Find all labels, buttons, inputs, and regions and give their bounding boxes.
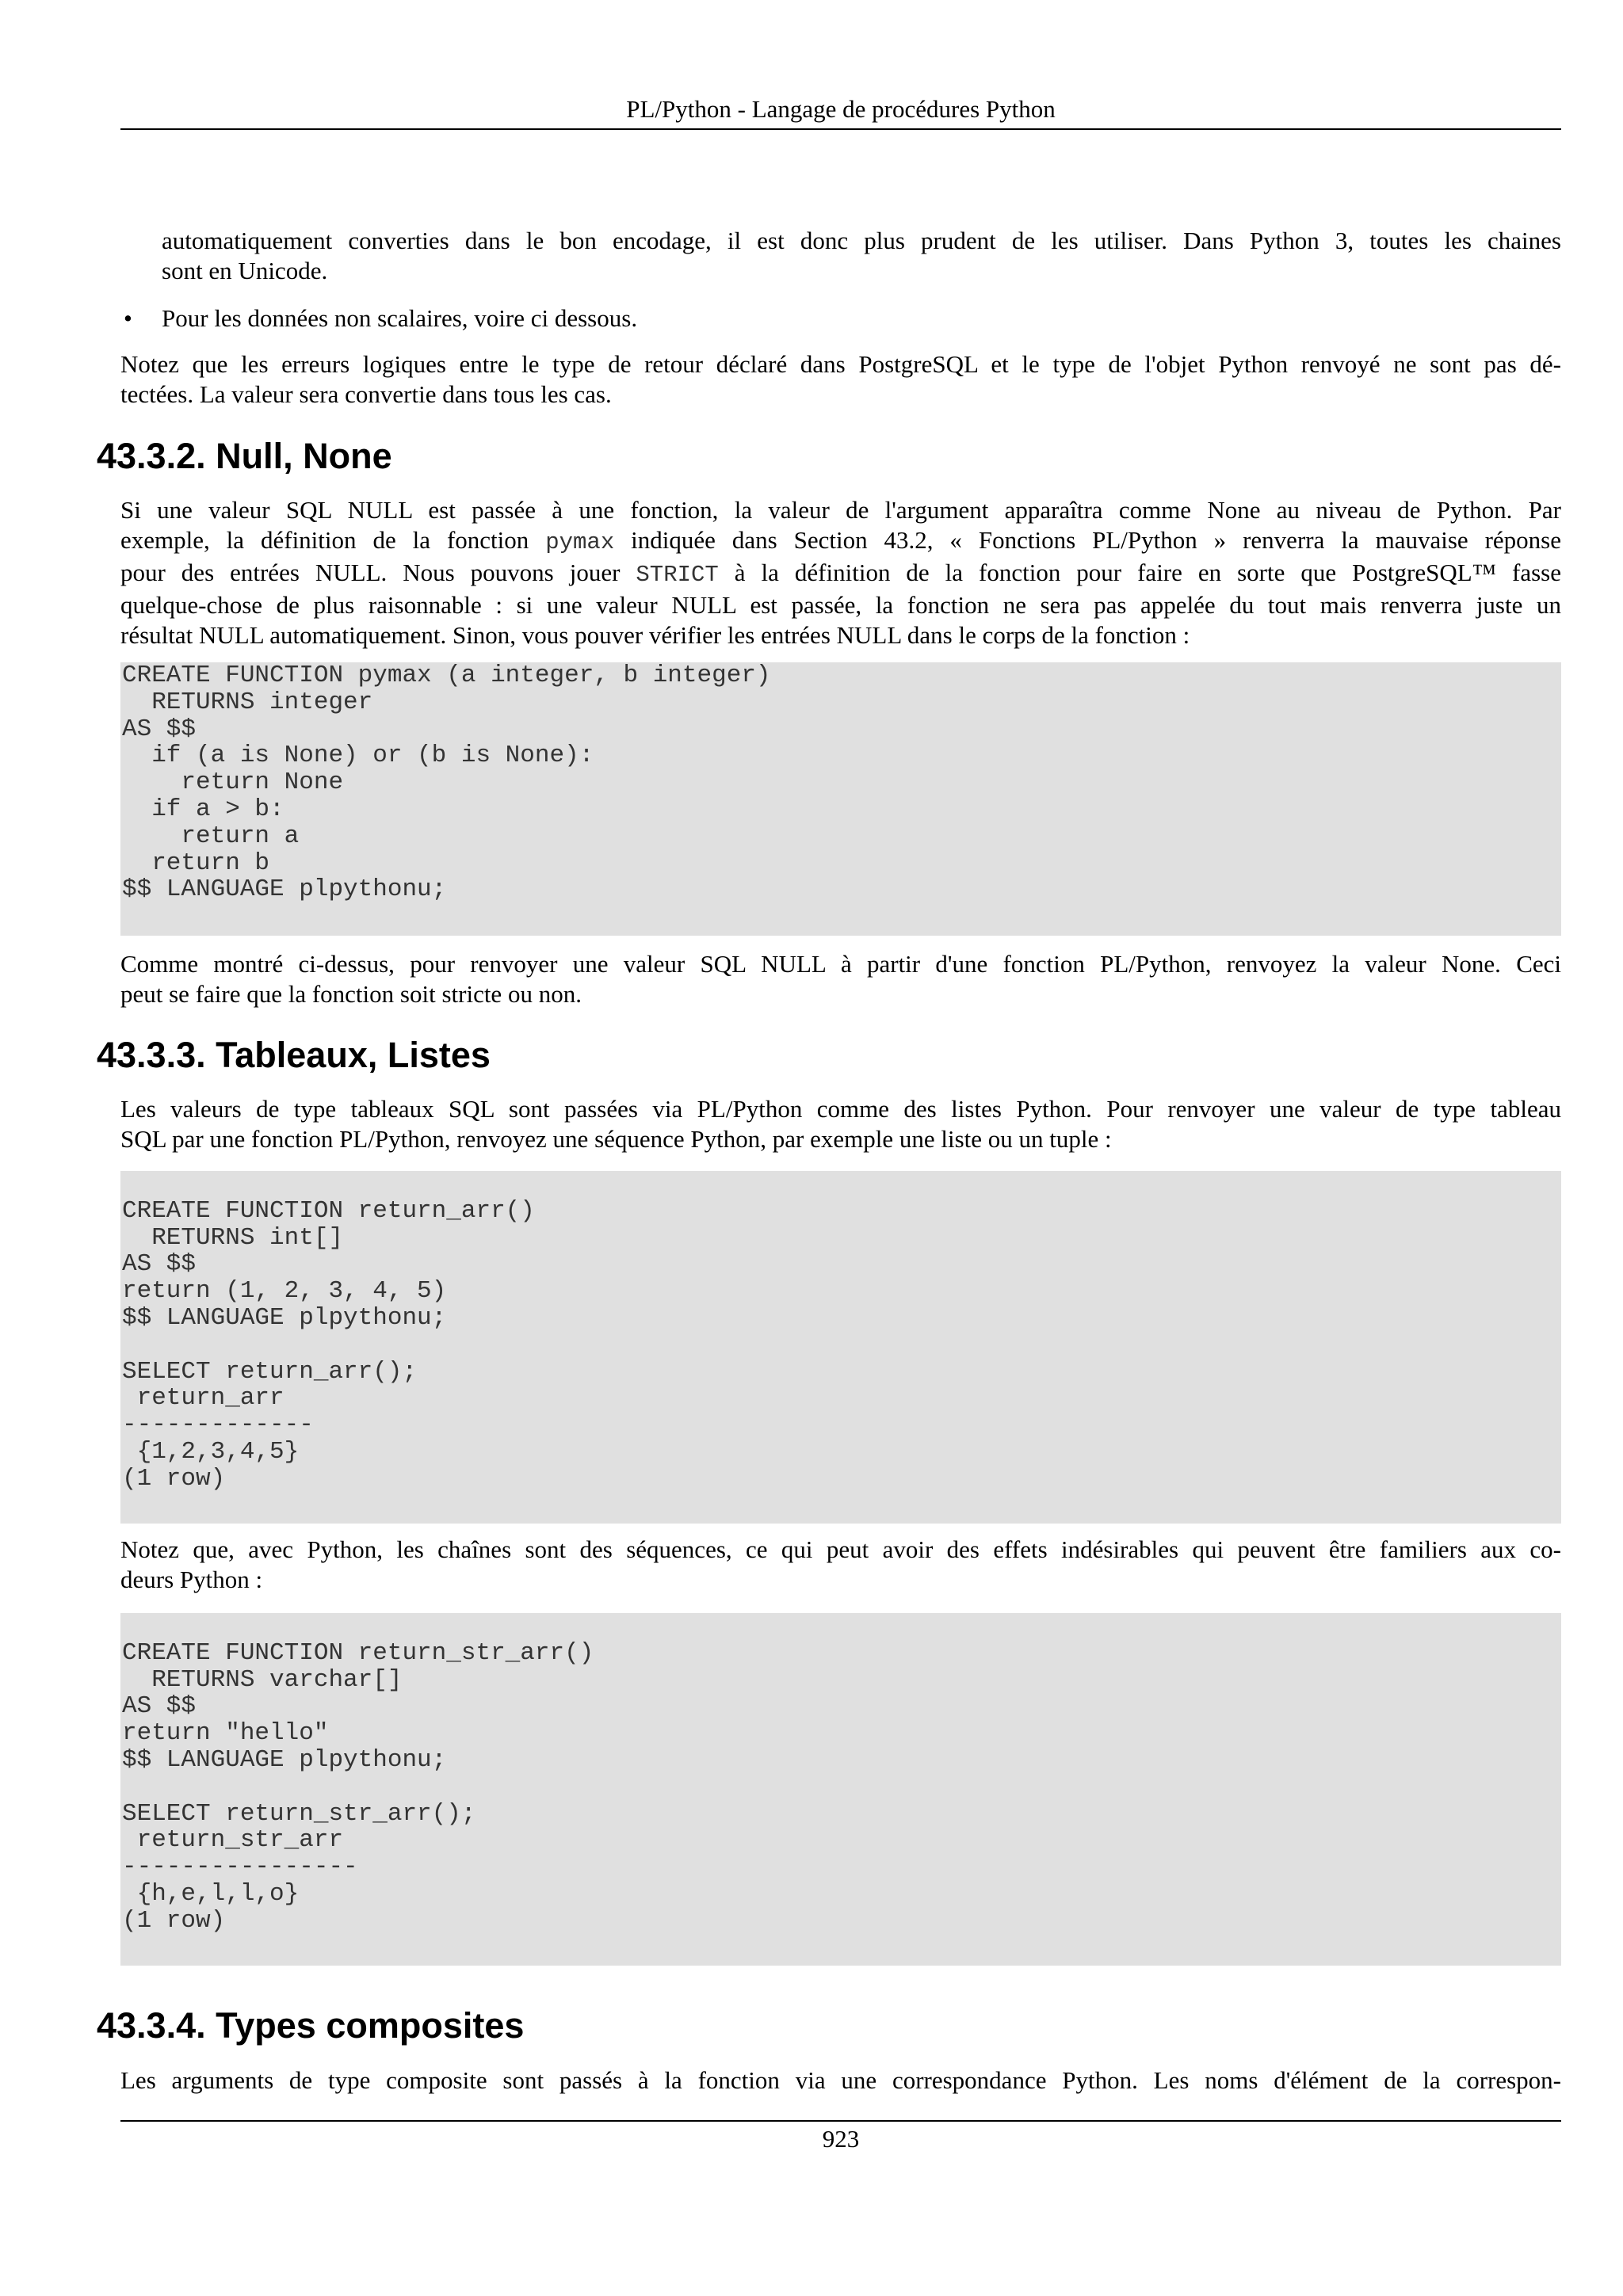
text-run: indiquée dans Section 43.2, « Fonctions PL/Python » renverra la mauvaise réponse — [614, 526, 1561, 554]
text-line: Notez que les erreurs logiques entre le type de retour déclaré dans PostgreSQL et le type de l'objet Python renvoyé ne sont pas dé- — [120, 350, 1561, 378]
arrays-paragraph — [120, 1094, 1561, 1154]
text-line: Les arguments de type composite sont passés à la fonction via une correspondance Python. Les noms d'élément de la correspon- — [120, 2066, 1561, 2094]
text-run: pour des entrées NULL. Nous pouvons jouer — [120, 559, 636, 586]
text-line: tectées. La valeur sera convertie dans tous les cas. — [120, 380, 612, 408]
text-line: résultat NULL automatiquement. Sinon, vous pouver vérifier les entrées NULL dans le corps de la fonction : — [120, 621, 1190, 649]
text-line — [120, 525, 1561, 558]
strings-paragraph — [120, 1535, 1561, 1595]
page-number: 923 — [822, 2125, 860, 2153]
text-line: Si une valeur SQL NULL est passée à une fonction, la valeur de l'argument apparaîtra comme None au niveau de Python. Par — [120, 496, 1561, 524]
text-line: sont en Unicode. — [162, 257, 328, 284]
header-rule — [120, 128, 1561, 130]
footer-rule — [120, 2120, 1561, 2122]
text-line: deurs Python : — [120, 1566, 263, 1593]
code-block-pymax — [120, 662, 1561, 936]
inline-code-strict: STRICT — [636, 562, 719, 588]
code-block-return-arr — [120, 1171, 1561, 1524]
text-run: exemple, la définition de la fonction — [120, 526, 546, 554]
text-line: peut se faire que la fonction soit stricte ou non. — [120, 980, 582, 1008]
null-return-paragraph — [120, 949, 1561, 1009]
intro-continuation — [162, 226, 1561, 286]
inline-code-pymax: pymax — [545, 529, 615, 555]
section-heading-null-none: 43.3.2. Null, None — [97, 436, 392, 476]
list-item-text: Pour les données non scalaires, voire ci dessous. — [162, 304, 638, 332]
bullet-icon: • — [124, 304, 132, 332]
text-line: quelque-chose de plus raisonnable : si une valeur NULL est passée, la fonction ne sera pas appelée du tout mais renverra juste un — [120, 591, 1561, 619]
text-line: automatiquement converties dans le bon encodage, il est donc plus prudent de les utiliser. Dans Python 3, toutes les chaines — [162, 227, 1561, 254]
text-line: Comme montré ci-dessus, pour renvoyer une valeur SQL NULL à partir d'une fonction PL/Python, renvoyez la valeur None. Ceci — [120, 950, 1561, 978]
code-block-return-str-arr — [120, 1613, 1561, 1966]
section-heading-composite-types: 43.3.4. Types composites — [97, 2005, 525, 2046]
code-text: CREATE FUNCTION pymax (a integer, b integer) RETURNS integer AS $$ if (a is None) or (b is None): return None if a > b: return a return b $$ LANGUAGE plpythonu; — [122, 662, 771, 904]
text-line — [120, 558, 1561, 590]
composite-paragraph — [120, 2065, 1561, 2096]
section-heading-arrays: 43.3.3. Tableaux, Listes — [97, 1035, 491, 1075]
text-line: SQL par une fonction PL/Python, renvoyez une séquence Python, par exemple une liste ou un tuple : — [120, 1125, 1112, 1153]
text-line: Les valeurs de type tableaux SQL sont passées via PL/Python comme des listes Python. Pour renvoyer une valeur de type tableau — [120, 1095, 1561, 1123]
text-run: à la définition de la fonction pour faire en sorte que PostgreSQL™ fasse — [718, 559, 1561, 586]
code-text: CREATE FUNCTION return_str_arr() RETURNS varchar[] AS $$ return "hello" $$ LANGUAGE plpythonu; SELECT return_str_arr(); return_str_arr ---------------- {h,e,l,l,o} (1 row) — [122, 1638, 594, 1935]
note-paragraph — [120, 349, 1561, 410]
running-header: PL/Python - Langage de procédures Python — [626, 95, 1056, 123]
text-line: Notez que, avec Python, les chaînes sont des séquences, ce qui peut avoir des effets indésirables qui peuvent être familiers aux co- — [120, 1535, 1561, 1563]
null-paragraph — [120, 495, 1561, 650]
code-text: CREATE FUNCTION return_arr() RETURNS int[] AS $$ return (1, 2, 3, 4, 5) $$ LANGUAGE plpythonu; SELECT return_arr(); return_arr ------------- {1,2,3,4,5} (1 row) — [122, 1196, 535, 1493]
